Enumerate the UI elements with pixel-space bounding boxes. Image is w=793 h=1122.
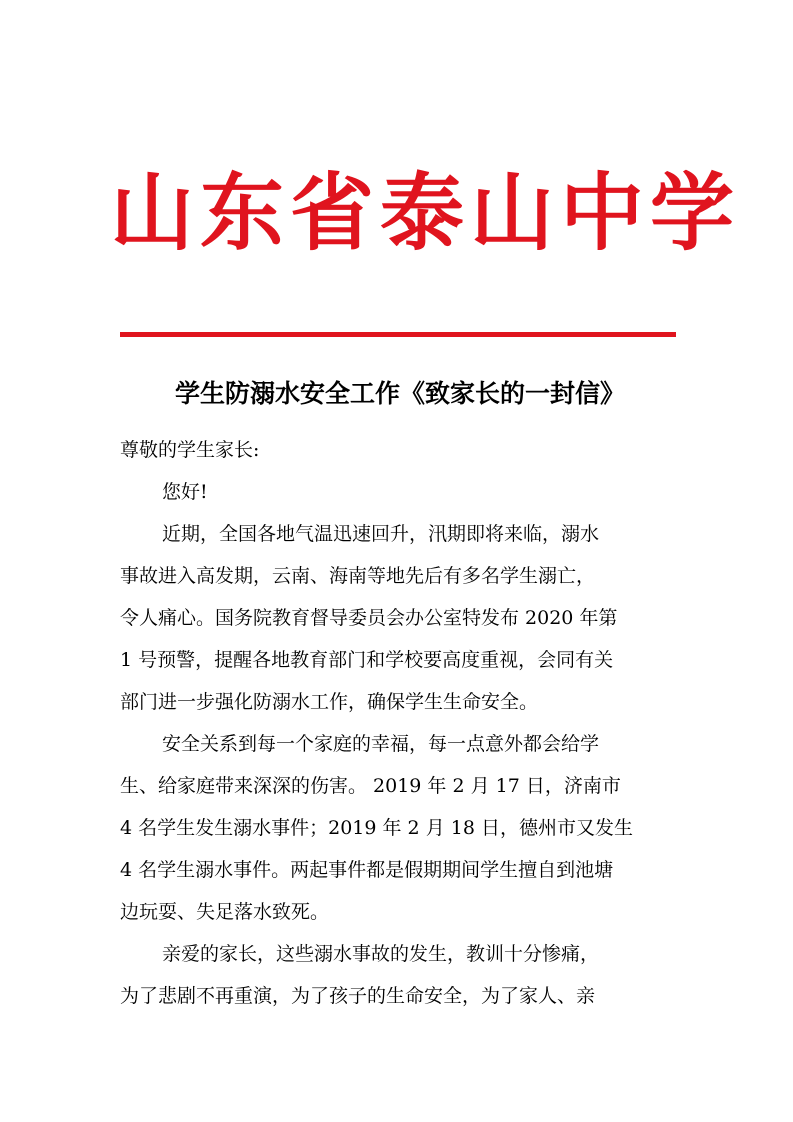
body-line: 部门进一步强化防溺水工作，确保学生生命安全。 [120,691,539,713]
body-line: 近期，全国各地气温迅速回升，汛期即将来临，溺水 [162,523,600,545]
body-line: 安全关系到每一个家庭的幸福，每一点意外都会给学 [162,733,600,755]
salutation: 尊敬的学生家长: [120,439,260,461]
letterhead-divider [120,332,676,337]
body-line: 令人痛心。国务院教育督导委员会办公室特发布 2020 年第 [120,607,618,629]
body-line: 4 名学生溺水事件。两起事件都是假期期间学生擅自到池塘 [120,859,614,881]
school-letterhead: 山东省泰山中学 [110,164,741,262]
body-line: 生、给家庭带来深深的伤害。 2019 年 2 月 17 日，济南市 [120,775,621,797]
greeting: 您好! [162,481,208,503]
body-line: 亲爱的家长，这些溺水事故的发生，教训十分惨痛， [162,943,600,965]
body-line: 4 名学生发生溺水事件；2019 年 2 月 18 日，德州市又发生 [120,817,633,839]
body-line: 1 号预警，提醒各地教育部门和学校要高度重视，会同有关 [120,649,614,671]
letter-title: 学生防溺水安全工作《致家长的一封信》 [174,379,625,408]
body-line: 边玩耍、失足落水致死。 [120,901,330,923]
body-line: 为了悲剧不再重演，为了孩子的生命安全，为了家人、亲 [120,985,596,1007]
body-line: 事故进入高发期，云南、海南等地先后有多名学生溺亡， [120,565,596,587]
